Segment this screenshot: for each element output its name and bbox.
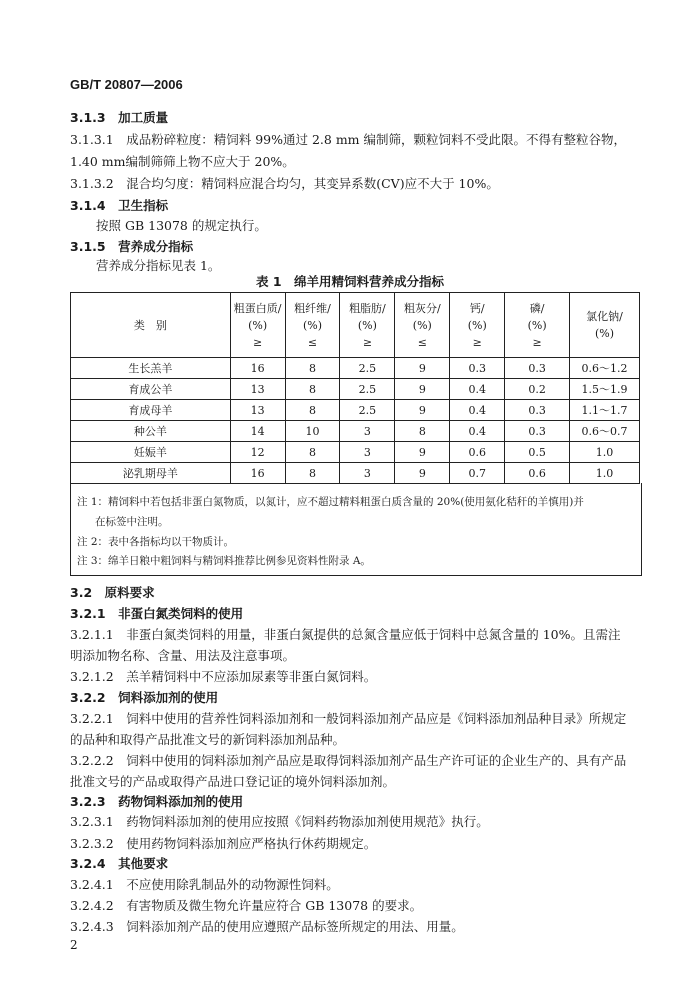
cell: 8 bbox=[285, 400, 340, 421]
cell: 8 bbox=[285, 358, 340, 379]
cell: 0.4 bbox=[450, 421, 505, 442]
clause-3-2-2-2-line2: 批准文号的产品或取得产品进口登记证的境外饲料添加剂。 bbox=[70, 774, 396, 789]
cell: 16 bbox=[230, 358, 285, 379]
clause-3-2-1-1-line1: 3.2.1.1 非蛋白氮类饲料的用量，非蛋白氮提供的总氮含量应低于饲料中总氮含量的 10%。且需注 bbox=[70, 627, 621, 642]
table-header-row bbox=[71, 293, 640, 358]
cell: 8 bbox=[285, 463, 340, 484]
cell: 3 bbox=[340, 463, 395, 484]
col-header-sodium-chloride: 氯化钠/ (%) bbox=[570, 293, 640, 358]
clause-3-1-3-1-line2: 1.40 mm编制筛筛上物不应大于 20%。 bbox=[70, 154, 295, 169]
cell: 2.5 bbox=[340, 400, 395, 421]
heading-3-2-1: 3.2.1 非蛋白氮类饲料的使用 bbox=[70, 606, 244, 621]
clause-3-2-3-1: 3.2.3.1 药物饲料添加剂的使用应按照《饲料药物添加剂使用规范》执行。 bbox=[70, 814, 489, 829]
col-header-calcium: 钙/ (%) ≥ bbox=[450, 293, 505, 358]
clause-3-2-3-2: 3.2.3.2 使用药物饲料添加剂应严格执行休药期规定。 bbox=[70, 836, 377, 851]
clause-3-2-4-2: 3.2.4.2 有害物质及微生物允许量应符合 GB 13078 的要求。 bbox=[70, 898, 423, 913]
nutrition-table bbox=[70, 292, 640, 484]
cell: 0.6 bbox=[450, 442, 505, 463]
table-note-1-line1: 注 1：精饲料中若包括非蛋白氮物质，以氮计，应不超过精料粗蛋白质含量的 20%(使用氨化秸秆的羊慎用)并 bbox=[77, 496, 584, 508]
clause-3-2-2-1-line1: 3.2.2.1 饲料中使用的营养性饲料添加剂和一般饲料添加剂产品应是《饲料添加剂品种目录》所规定 bbox=[70, 711, 627, 726]
heading-3-2-4: 3.2.4 其他要求 bbox=[70, 856, 169, 871]
cell: 3 bbox=[340, 421, 395, 442]
cell: 0.4 bbox=[450, 379, 505, 400]
table-row bbox=[71, 400, 640, 421]
clause-3-2-2-2-line1: 3.2.2.2 饲料中使用的饲料添加剂产品应是取得饲料添加剂产品生产许可证的企业生产的、具有产品 bbox=[70, 753, 627, 768]
cell: 12 bbox=[230, 442, 285, 463]
row-category: 妊娠羊 bbox=[71, 442, 231, 463]
table-note-1-line2: 在标签中注明。 bbox=[95, 516, 169, 528]
table-row bbox=[71, 421, 640, 442]
cell: 1.5～1.9 bbox=[570, 379, 640, 400]
row-category: 育成母羊 bbox=[71, 400, 231, 421]
heading-3-1-3: 3.1.3 加工质量 bbox=[70, 110, 169, 125]
clause-3-2-1-1-line2: 明添加物名称、含量、用法及注意事项。 bbox=[70, 648, 296, 663]
cell: 0.5 bbox=[505, 442, 570, 463]
cell: 9 bbox=[395, 400, 450, 421]
table-row bbox=[71, 463, 640, 484]
clause-3-1-3-1-line1: 3.1.3.1 成品粉碎粒度：精饲料 99%通过 2.8 mm 编制筛，颗粒饲料不受此限。不得有整粒谷物， bbox=[70, 132, 626, 147]
heading-3-2-2: 3.2.2 饲料添加剂的使用 bbox=[70, 690, 219, 705]
cell: 9 bbox=[395, 358, 450, 379]
cell: 9 bbox=[395, 379, 450, 400]
heading-3-1-4: 3.1.4 卫生指标 bbox=[70, 198, 169, 213]
table-note-3: 注 3：绵羊日粮中粗饲料与精饲料推荐比例参见资料性附录 A。 bbox=[77, 555, 371, 567]
standard-number: GB/T 20807—2006 bbox=[70, 77, 183, 92]
cell: 0.4 bbox=[450, 400, 505, 421]
cell: 8 bbox=[395, 421, 450, 442]
cell: 0.3 bbox=[505, 421, 570, 442]
col-header-crude-protein: 粗蛋白质/ (%) ≥ bbox=[230, 293, 285, 358]
cell: 9 bbox=[395, 463, 450, 484]
col-header-crude-fiber: 粗纤维/ (%) ≤ bbox=[285, 293, 340, 358]
clause-3-2-4-3: 3.2.4.3 饲料添加剂产品的使用应遵照产品标签所规定的用法、用量。 bbox=[70, 919, 464, 934]
cell: 13 bbox=[230, 400, 285, 421]
row-category: 育成公羊 bbox=[71, 379, 231, 400]
row-category: 泌乳期母羊 bbox=[71, 463, 231, 484]
cell: 0.6 bbox=[505, 463, 570, 484]
clause-3-1-4-text: 按照 GB 13078 的规定执行。 bbox=[96, 218, 267, 233]
col-header-crude-fat: 粗脂肪/ (%) ≥ bbox=[340, 293, 395, 358]
table-row bbox=[71, 442, 640, 463]
heading-3-1-5: 3.1.5 营养成分指标 bbox=[70, 239, 194, 254]
cell: 0.3 bbox=[450, 358, 505, 379]
clause-3-1-5-text: 营养成分指标见表 1。 bbox=[96, 258, 221, 273]
table-row bbox=[71, 358, 640, 379]
heading-3-2-3: 3.2.3 药物饲料添加剂的使用 bbox=[70, 794, 244, 809]
cell: 13 bbox=[230, 379, 285, 400]
category-header: 类 别 bbox=[71, 293, 231, 358]
cell: 8 bbox=[285, 379, 340, 400]
heading-3-2: 3.2 原料要求 bbox=[70, 585, 155, 600]
clause-3-2-2-1-line2: 的品种和取得产品批准文号的新饲料添加剂品种。 bbox=[70, 732, 346, 747]
clause-3-2-1-2: 3.2.1.2 羔羊精饲料中不应添加尿素等非蛋白氮饲料。 bbox=[70, 669, 377, 684]
cell: 0.6～1.2 bbox=[570, 358, 640, 379]
cell: 10 bbox=[285, 421, 340, 442]
cell: 1.0 bbox=[570, 442, 640, 463]
row-category: 生长羔羊 bbox=[71, 358, 231, 379]
table-caption: 表 1 绵羊用精饲料营养成分指标 bbox=[255, 274, 445, 289]
cell: 8 bbox=[285, 442, 340, 463]
cell: 9 bbox=[395, 442, 450, 463]
col-header-crude-ash: 粗灰分/ (%) ≤ bbox=[395, 293, 450, 358]
cell: 3 bbox=[340, 442, 395, 463]
clause-3-1-3-2: 3.1.3.2 混合均匀度：精饲料应混合均匀，其变异系数(CV)应不大于 10%。 bbox=[70, 176, 499, 191]
table-row bbox=[71, 379, 640, 400]
cell: 0.7 bbox=[450, 463, 505, 484]
page-number: 2 bbox=[70, 938, 78, 952]
clause-3-2-4-1: 3.2.4.1 不应使用除乳制品外的动物源性饲料。 bbox=[70, 877, 339, 892]
cell: 14 bbox=[230, 421, 285, 442]
cell: 0.6～0.7 bbox=[570, 421, 640, 442]
cell: 0.3 bbox=[505, 358, 570, 379]
cell: 1.1～1.7 bbox=[570, 400, 640, 421]
cell: 2.5 bbox=[340, 379, 395, 400]
cell: 16 bbox=[230, 463, 285, 484]
cell: 1.0 bbox=[570, 463, 640, 484]
cell: 0.2 bbox=[505, 379, 570, 400]
table-note-2: 注 2：表中各指标均以干物质计。 bbox=[77, 536, 235, 548]
row-category: 种公羊 bbox=[71, 421, 231, 442]
cell: 0.3 bbox=[505, 400, 570, 421]
table-notes bbox=[70, 483, 642, 576]
cell: 2.5 bbox=[340, 358, 395, 379]
col-header-phosphorus: 磷/ (%) ≥ bbox=[505, 293, 570, 358]
